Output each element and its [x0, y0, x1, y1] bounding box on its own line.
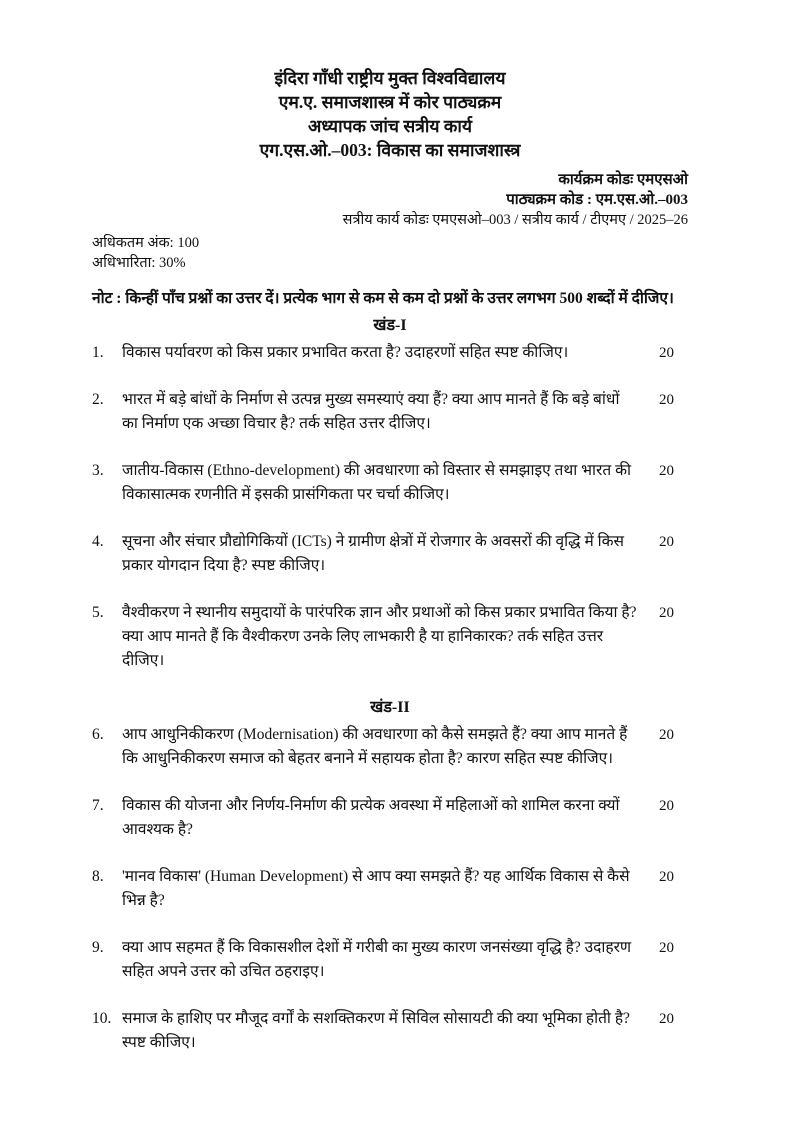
assignment-code: सत्रीय कार्य कोडः एमएसओ–003 / सत्रीय कार्य / टीएमए / 2025–26 [342, 212, 688, 228]
question-row [92, 388, 688, 436]
question-marks: 20 [659, 798, 674, 814]
course-title: एग.एस.ओ.–003: विकास का समाजशास्त्र [259, 140, 521, 160]
question-text: वैश्वीकरण ने स्थानीय समुदायों के पारंपरिक ज्ञान और प्रथाओं को किस प्रकार प्रभावित किया है? क्या आप मानते हैं कि वैश्वीकरण उनके लिए लाभकारी है या हानिकारक? तर्क सहित उत्तर दीजिए। [122, 604, 637, 669]
question-marks: 20 [659, 940, 674, 956]
question-row [92, 601, 688, 673]
section-1 [92, 314, 688, 673]
question-text: आप आधुनिकीकरण (Modernisation) की अवधारणा को कैसे समझते हैं? क्या आप मानते हैं कि आधुनिकीकरण समाज को बेहतर बनाने में सहायक होता है? कारण सहित स्पष्ट कीजिए। [122, 726, 628, 767]
question-row [92, 1007, 688, 1055]
question-row [92, 723, 688, 771]
question-marks: 20 [659, 605, 674, 621]
question-number: 2. [92, 391, 104, 408]
document-header [92, 66, 688, 162]
question-text: भारत में बड़े बांधों के निर्माण से उत्पन्न मुख्य समस्याएं क्या हैं? क्या आप मानते हैं कि बड़े बांधों का निर्माण एक अच्छा विचार है? तर्क सहित उत्तर दीजिए। [122, 391, 620, 432]
question-row [92, 865, 688, 913]
question-number: 7. [92, 797, 104, 814]
programme-title: एम.ए. समाजशास्त्र में कोर पाठ्यक्रम [278, 92, 502, 112]
question-text: विकास पर्यावरण को किस प्रकार प्रभावित करता है? उदाहरणों सहित स्पष्ट कीजिए। [122, 344, 569, 361]
question-list [92, 723, 688, 1055]
weightage: अधिभारिता: 30% [92, 255, 186, 271]
question-number: 6. [92, 726, 104, 743]
question-number: 4. [92, 533, 104, 550]
question-number: 8. [92, 868, 104, 885]
university-name: इंदिरा गाँधी राष्ट्रीय मुक्त विश्वविद्यालय [274, 68, 506, 88]
programme-code: कार्यक्रम कोडः एमएसओ [558, 172, 688, 188]
question-number: 3. [92, 462, 104, 479]
question-text: विकास की योजना और निर्णय-निर्माण की प्रत्येक अवस्था में महिलाओं को शामिल करना क्यों आवश्यक है? [122, 797, 620, 838]
question-marks: 20 [659, 869, 674, 885]
question-row [92, 794, 688, 842]
section-2-title: खंड-II [370, 699, 410, 716]
course-code: पाठ्यक्रम कोड : एम.एस.ओ.–003 [506, 192, 688, 208]
code-block [92, 170, 688, 230]
question-text: समाज के हाशिए पर मौजूद वर्गों के सशक्तिकरण में सिविल सोसायटी की क्या भूमिका होती है? स्पष्ट कीजिए। [122, 1010, 630, 1051]
question-row [92, 459, 688, 507]
question-text: जातीय-विकास (Ethno-development) की अवधारणा को विस्तार से समझाइए तथा भारत की विकासात्मक रणनीति में इसकी प्रासंगिकता पर चर्चा कीजिए। [122, 462, 632, 503]
question-text: क्या आप सहमत हैं कि विकासशील देशों में गरीबी का मुख्य कारण जनसंख्या वृद्धि है? उदाहरण सहित अपने उत्तर को उचित ठहराइए। [122, 939, 632, 980]
note-text: नोट : किन्हीं पाँच प्रश्नों का उत्तर दें। प्रत्येक भाग से कम से कम दो प्रश्नों के उत्तर लगभग 500 शब्दों में दीजिए। [92, 290, 674, 307]
question-number: 5. [92, 604, 104, 621]
question-marks: 20 [659, 727, 674, 743]
section-1-title: खंड-I [373, 317, 407, 334]
question-marks: 20 [659, 534, 674, 550]
question-number: 9. [92, 939, 104, 956]
question-number: 10. [92, 1010, 112, 1027]
question-row [92, 341, 688, 365]
question-row [92, 530, 688, 578]
question-marks: 20 [659, 463, 674, 479]
question-text: सूचना और संचार प्रौद्योगिकियों (ICTs) ने ग्रामीण क्षेत्रों में रोजगार के अवसरों की वृद्धि में किस प्रकार योगदान दिया है? स्पष्ट कीजिए। [122, 533, 624, 574]
question-text: 'मानव विकास' (Human Development) से आप क्या समझते हैं? यह आर्थिक विकास से कैसे भिन्न है? [122, 868, 630, 909]
max-marks: अधिकतम अंक: 100 [92, 235, 200, 251]
question-marks: 20 [659, 345, 674, 361]
meta-block [92, 233, 688, 273]
section-2 [92, 696, 688, 1055]
question-row [92, 936, 688, 984]
question-number: 1. [92, 344, 104, 361]
question-list [92, 341, 688, 673]
question-marks: 20 [659, 1011, 674, 1027]
assignment-type: अध्यापक जांच सत्रीय कार्य [307, 116, 473, 136]
question-marks: 20 [659, 392, 674, 408]
